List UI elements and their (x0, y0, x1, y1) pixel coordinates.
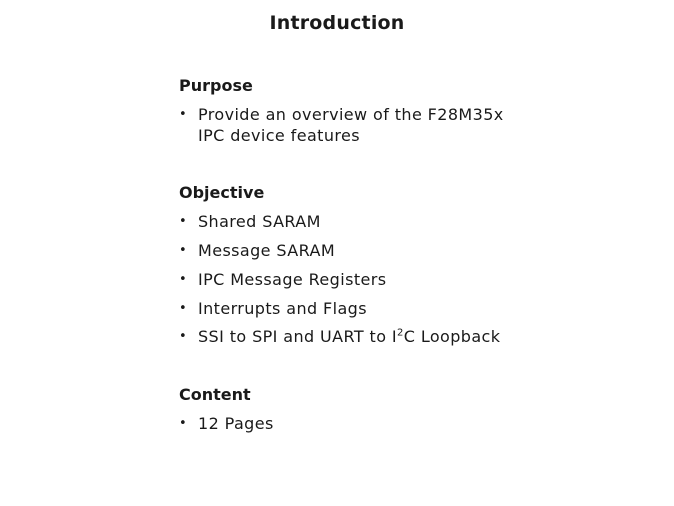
page-title: Introduction (269, 12, 405, 34)
objective-item-text: Message SARAM (198, 241, 336, 260)
purpose-item (179, 104, 504, 146)
objective-item-text: Shared SARAM (198, 212, 321, 231)
bullet-icon: • (179, 329, 187, 344)
bullet-icon: • (179, 243, 187, 258)
objective-item-text: IPC Message Registers (198, 270, 387, 289)
purpose-item-line1: Provide an overview of the F28M35x (198, 105, 504, 124)
objective-item (179, 326, 500, 347)
objective-item (179, 298, 367, 319)
objective-item-text: Interrupts and Flags (198, 299, 367, 318)
objective-item-text: SSI to SPI and UART to $I^2C$ Loopback (198, 327, 501, 346)
bullet-icon: • (179, 301, 187, 316)
content-item (179, 413, 274, 434)
bullet-icon: • (179, 214, 187, 229)
objective-item (179, 211, 321, 232)
content-heading: Content (179, 385, 251, 404)
bullet-icon: • (179, 416, 187, 431)
content-item-text: 12 Pages (198, 414, 274, 433)
bullet-icon: • (179, 272, 187, 287)
objective-item (179, 269, 386, 290)
purpose-heading: Purpose (179, 76, 253, 95)
bullet-icon: • (179, 107, 187, 122)
purpose-item-line2: IPC device features (198, 126, 360, 145)
objective-item (179, 240, 335, 261)
superscript: 2 (397, 327, 404, 339)
objective-heading: Objective (179, 183, 265, 202)
